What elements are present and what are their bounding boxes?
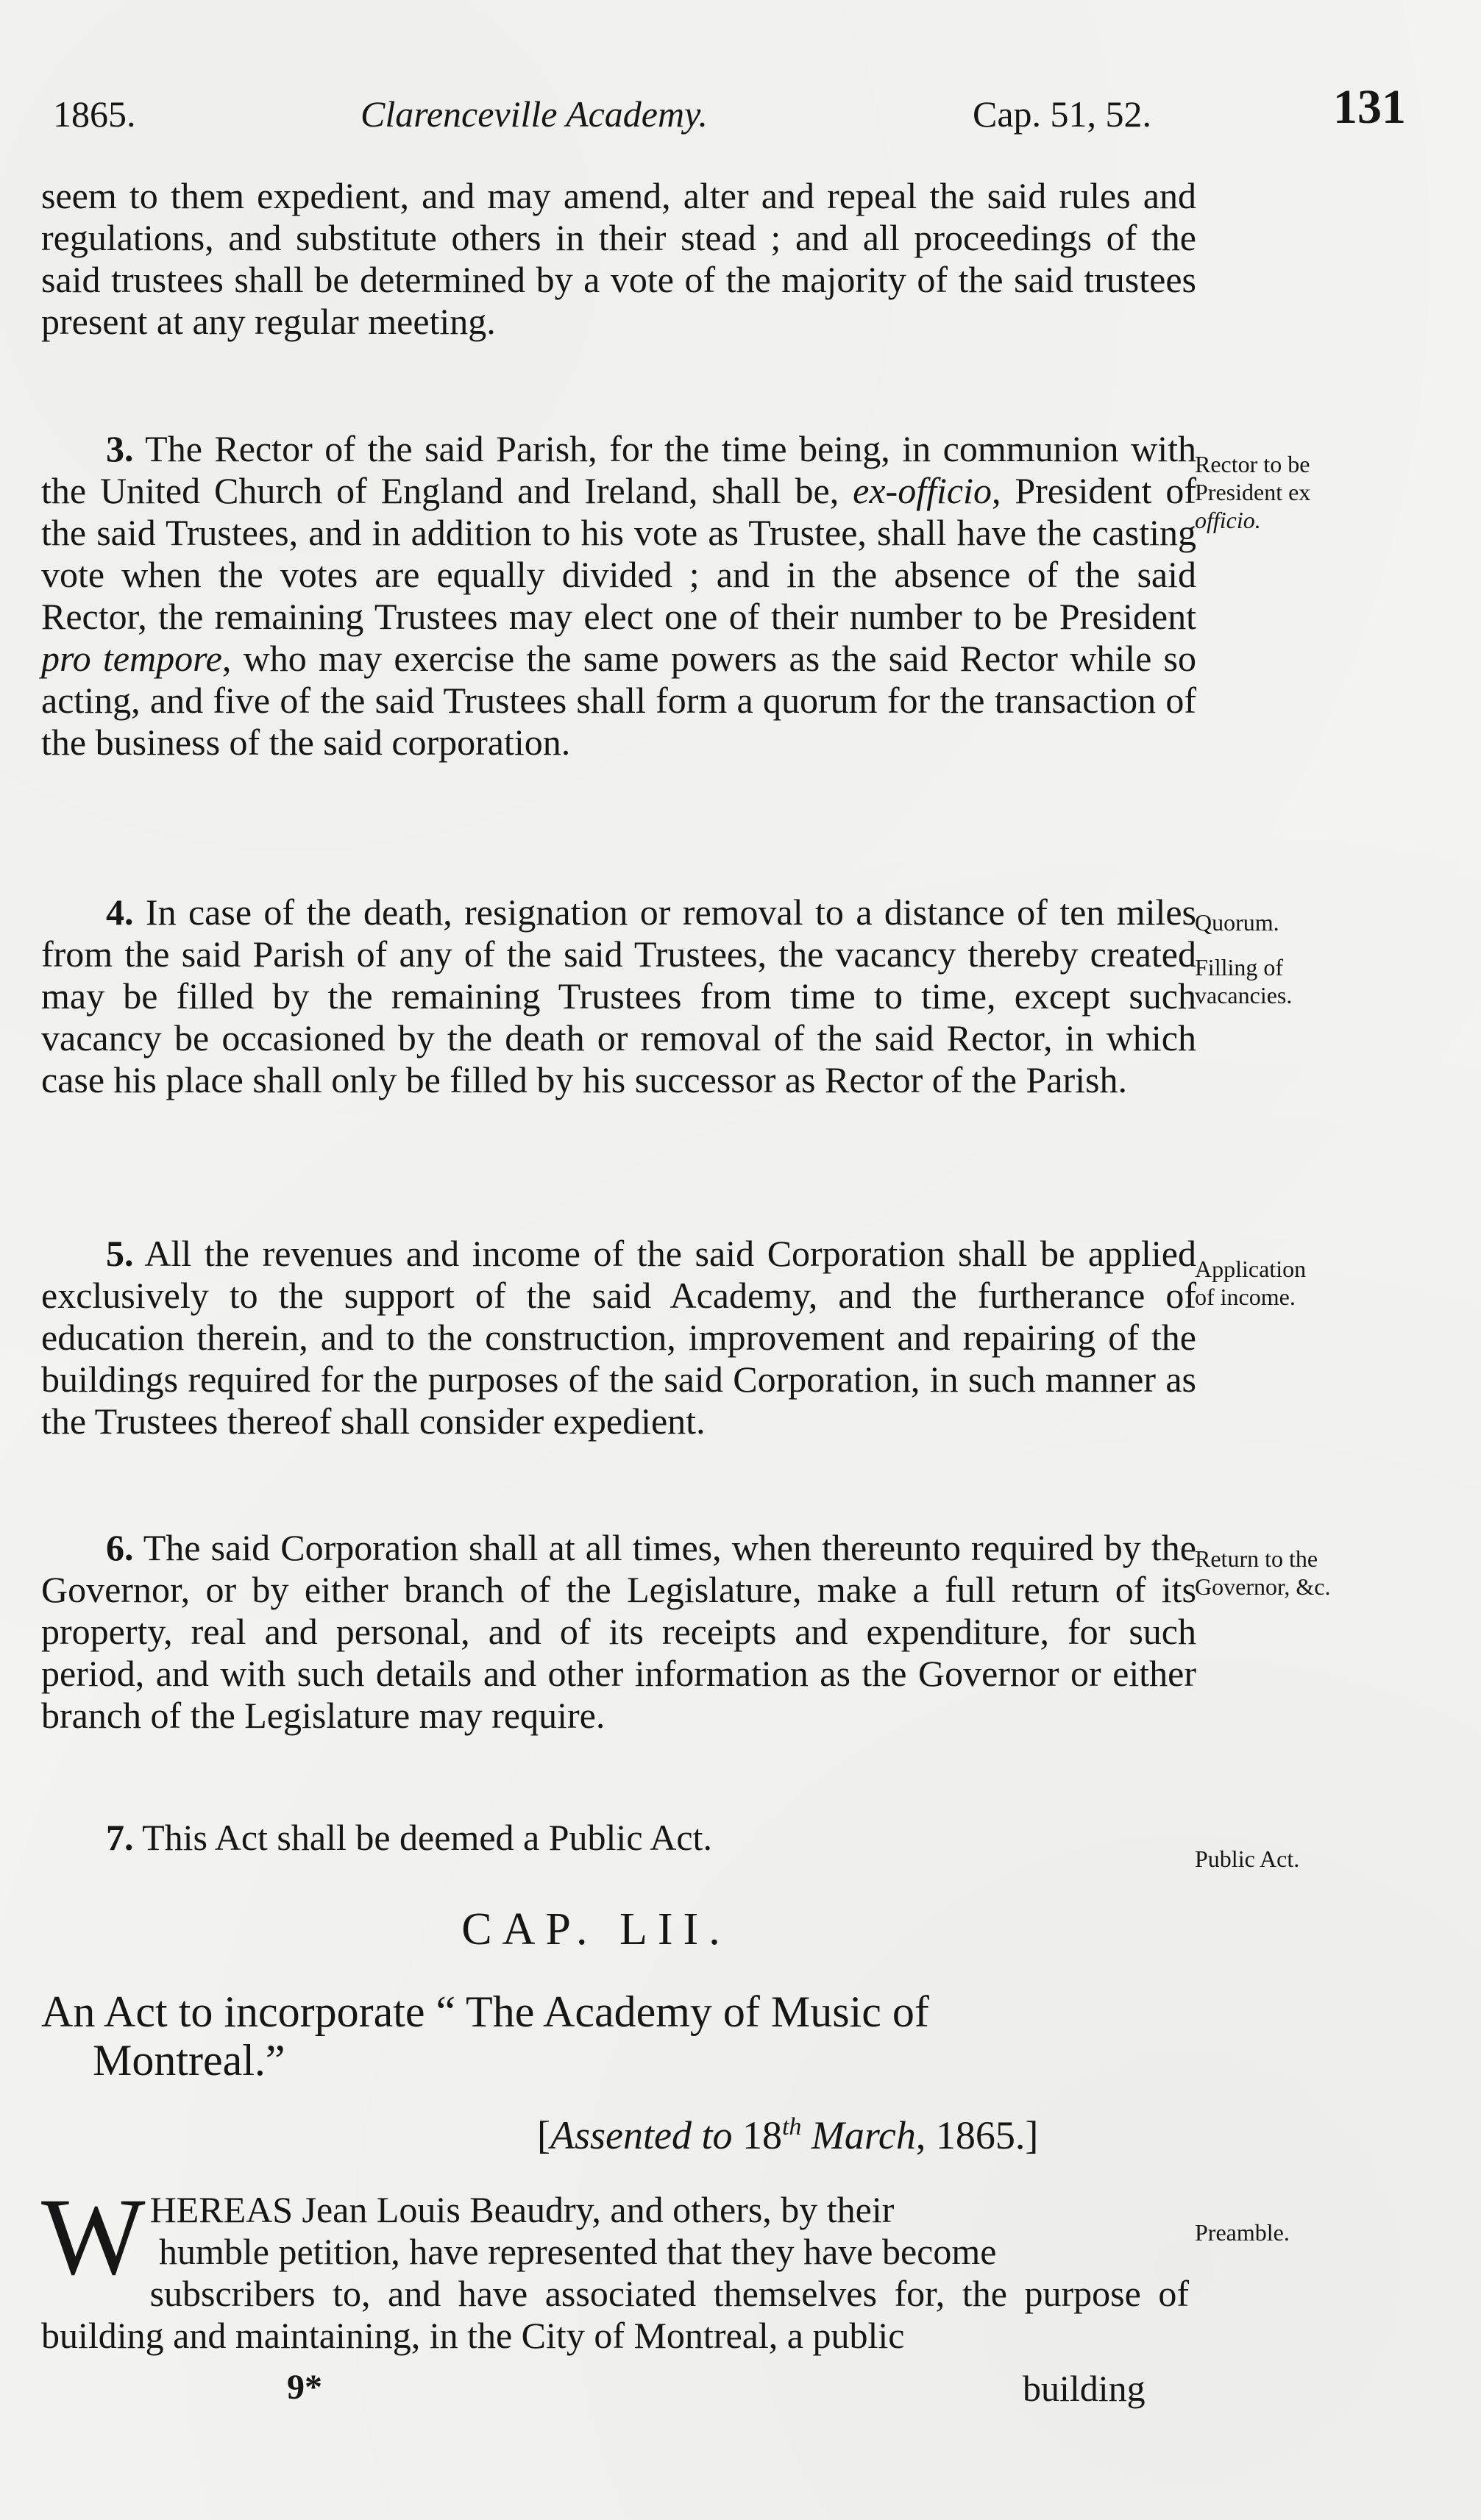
- section-number: 6.: [106, 1527, 134, 1568]
- margin-note-rector: Rector to be President ex officio.: [1195, 451, 1311, 533]
- section-text: , President of the said Trustees, and in addition to his vote as Trustee, shall have the casting vote when the votes are equally divided ; and in the absence of the said Rector, the remaining Trustees may elect one of their number to be President: [41, 470, 1196, 637]
- section-number: 5.: [106, 1233, 134, 1274]
- section-text: This Act shall be deemed a Public Act.: [142, 1817, 712, 1858]
- preamble: [41, 2176, 1189, 2357]
- section-number: 7.: [106, 1817, 134, 1858]
- page-number: 131: [1333, 80, 1406, 134]
- margin-note-preamble: Preamble.: [1195, 2219, 1290, 2246]
- preamble-text: subscribers to, and have associated themselves for, the purpose of building and maintaining, in the City of Montreal, a public: [41, 2273, 1189, 2356]
- section-text: The Rector of the said Parish, for the time being, in communion with the United Church of England and Ireland, shall be,: [41, 428, 1196, 511]
- margin-note-public-act: Public Act.: [1195, 1845, 1300, 1872]
- section-5: [41, 1233, 1196, 1442]
- signature-mark: 9*: [287, 2368, 322, 2407]
- continuation-text: seem to them expedient, and may amend, alter and repeal the said rules and regulations, and substitute others in their stead ; and all proceedings of the said trustees shall be determined by a vote of the majority of the said trustees present at any regular meeting.: [41, 175, 1196, 342]
- act-title-line-1: An Act to incorporate “ The Academy of Music of: [41, 1987, 929, 2036]
- section-text: , who may exercise the same powers as the said Rector while so acting, and five of the said Trustees shall form a quorum for the transaction of the business of the said corporation.: [41, 638, 1196, 763]
- section-text: In case of the death, resignation or removal to a distance of ten miles from the said Parish of any of the said Trustees, the vacancy thereby created may be filled by the remaining Trustees from time to time, except such vacancy be occasioned by the death or removal of the said Rector, in which case his place shall only be filled by his successor as Rector of the Parish.: [41, 891, 1197, 1100]
- section-3: [41, 428, 1196, 764]
- preamble-line-1: HEREAS Jean Louis Beaudry, and others, by their: [149, 2189, 895, 2230]
- section-6: [41, 1527, 1196, 1737]
- header-chapter: Cap. 51, 52.: [973, 93, 1152, 135]
- catchword: building: [1023, 2368, 1146, 2409]
- margin-note-return: Return to the Governor, &c.: [1195, 1545, 1331, 1600]
- act-title: [41, 1987, 1189, 2085]
- section-number: 3.: [106, 428, 134, 469]
- ex-officio-italic: ex-officio: [853, 470, 992, 511]
- chapter-heading: CAP. LII.: [461, 1904, 731, 1954]
- act-title-line-2: Montreal.”: [93, 2036, 285, 2085]
- margin-note-income: Application of income.: [1195, 1256, 1307, 1310]
- header-year: 1865.: [53, 93, 136, 135]
- margin-note-quorum: Quorum.: [1195, 909, 1279, 936]
- running-header: [53, 79, 1414, 146]
- pro-tempore-italic: pro tempore: [41, 638, 222, 679]
- section-number: 4.: [106, 891, 134, 933]
- preamble-line-2: humble petition, have represented that they have become: [159, 2231, 997, 2272]
- margin-note-vacancies: Filling of vacancies.: [1195, 954, 1293, 1008]
- section-text: The said Corporation shall at all times, when thereunto required by the Governor, or by either branch of the Legislature, make a full return of its property, real and personal, and of its receipts and expenditure, for such period, and with such details and other information as the Governor or either branch of the Legislature may require.: [41, 1527, 1196, 1736]
- drop-cap: W: [41, 2176, 146, 2298]
- assent-date: [Assented to 18th March, 1865.]: [537, 2113, 1039, 2157]
- header-title: Clarenceville Academy.: [361, 93, 708, 135]
- section-4: [41, 891, 1196, 1101]
- section-7: [41, 1817, 1196, 1859]
- section-text: All the revenues and income of the said Corporation shall be applied exclusively to the support of the said Academy, and the furtherance of education therein, and to the construction, improvement and repairing of the buildings required for the purposes of the said Corporation, in such manner as the Trustees thereof shall consider expedient.: [41, 1233, 1196, 1442]
- section-continuation: [41, 175, 1196, 343]
